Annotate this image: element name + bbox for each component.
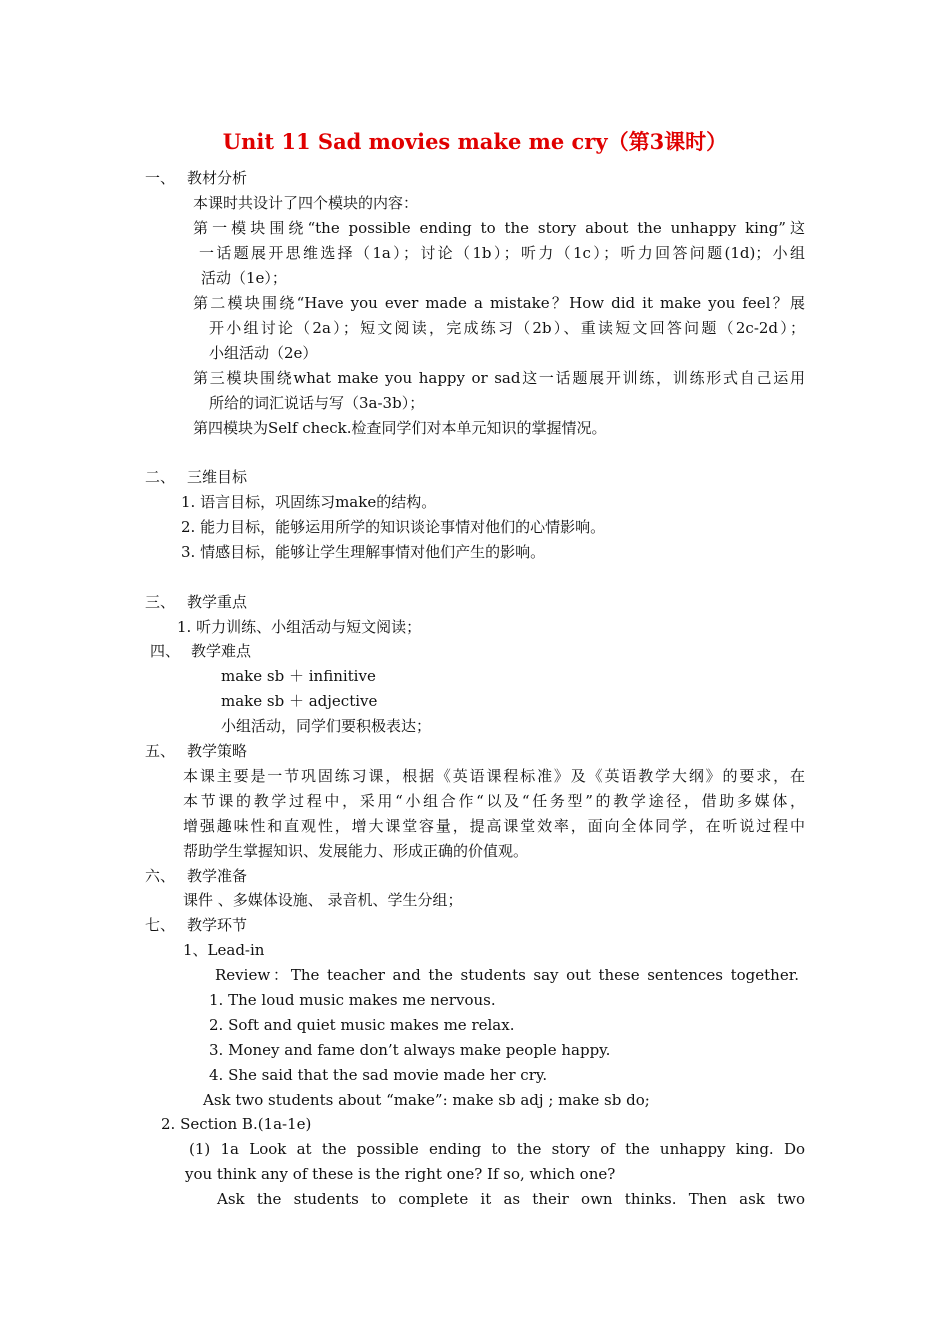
section-number: 二、 <box>145 468 176 486</box>
list-item: make sb ＋ infinitive <box>221 667 376 685</box>
list-item: 2. 能力目标，能够运用所学的知识谈论事情对他们的心情影响。 <box>181 518 606 536</box>
paragraph-line: 开小组讨论（2a）；短文阅读，完成练习（2b）、重读短文回答问题（2c-2d）； <box>209 319 805 337</box>
section-number: 四、 <box>150 642 181 660</box>
section-heading: 教材分析 <box>187 169 248 187</box>
page-title: Unit 11 Sad movies make me cry（第3课时） <box>222 129 728 154</box>
paragraph-line: (1) 1a Look at the possible ending to the story of the unhappy king. Do <box>189 1140 805 1158</box>
subheading: 1、Lead-in <box>183 941 265 959</box>
paragraph-line: 一话题展开思维选择（1a）；讨论（1b）；听力（1c）；听力回答问题(1d)；小组 <box>199 244 805 262</box>
list-item: 2. Soft and quiet music makes me relax. <box>209 1016 515 1034</box>
list-item: 3. Money and fame don’t always make people happy. <box>209 1041 611 1059</box>
list-item: 1. 语言目标，巩固练习make的结构。 <box>181 493 437 511</box>
section-heading: 教学准备 <box>187 867 248 885</box>
section-heading: 教学重点 <box>187 593 248 611</box>
paragraph-line: 本课时共设计了四个模块的内容： <box>193 194 419 212</box>
paragraph-line: 小组活动（2e） <box>209 344 318 362</box>
list-item: 1. 听力训练、小组活动与短文阅读； <box>177 618 422 636</box>
paragraph-line: 本课主要是一节巩固练习课，根据《英语课程标准》及《英语教学大纲》的要求，在 <box>183 767 805 785</box>
paragraph-line: Review：The teacher and the students say out these sentences together. <box>215 966 799 984</box>
list-item: make sb ＋ adjective <box>221 692 378 710</box>
section-heading: 教学策略 <box>187 742 248 760</box>
section-heading: 教学环节 <box>187 916 248 934</box>
section-number: 七、 <box>145 916 176 934</box>
section-number: 六、 <box>145 867 176 885</box>
paragraph-line: 第一模块围绕“the possible ending to the story about the unhappy king”这 <box>193 219 805 237</box>
section-number: 一、 <box>145 169 176 187</box>
paragraph-line: 本节课的教学过程中，采用“小组合作“以及“任务型”的教学途径，借助多媒体， <box>183 792 805 810</box>
list-item: 1. The loud music makes me nervous. <box>209 991 496 1009</box>
section-heading: 教学难点 <box>191 642 252 660</box>
list-item: 小组活动，同学们要积极表达； <box>221 717 432 735</box>
paragraph-line: 课件 、多媒体设施、 录音机、学生分组； <box>183 891 463 909</box>
paragraph-line: you think any of these is the right one? If so, which one? <box>185 1165 616 1183</box>
paragraph-line: 所给的词汇说话与写（3a-3b）； <box>209 394 425 412</box>
list-item: 3. 情感目标，能够让学生理解事情对他们产生的影响。 <box>181 543 546 561</box>
paragraph-line: 增强趣味性和直观性，增大课堂容量，提高课堂效率，面向全体同学，在听说过程中 <box>183 817 805 835</box>
section-heading: 三维目标 <box>187 468 248 486</box>
section-number: 五、 <box>145 742 176 760</box>
list-item: 4. She said that the sad movie made her cry. <box>209 1066 548 1084</box>
paragraph-line: 活动（1e）； <box>201 269 287 287</box>
subheading: 2. Section B.(1a-1e) <box>161 1115 312 1133</box>
paragraph-line: Ask two students about “make”: make sb adj ; make sb do; <box>203 1091 650 1109</box>
paragraph-line: 帮助学生掌握知识、发展能力、形成正确的价值观。 <box>183 842 529 860</box>
paragraph-line: 第三模块围绕what make you happy or sad这一话题展开训练，训练形式自己运用 <box>193 369 805 387</box>
paragraph-line: Ask the students to complete it as their own thinks. Then ask two <box>217 1190 805 1208</box>
section-number: 三、 <box>145 593 176 611</box>
paragraph-line: 第二模块围绕“Have you ever made a mistake？How did it make you feel？展 <box>193 294 805 312</box>
paragraph-line: 第四模块为Self check.检查同学们对本单元知识的掌握情况。 <box>193 419 607 437</box>
